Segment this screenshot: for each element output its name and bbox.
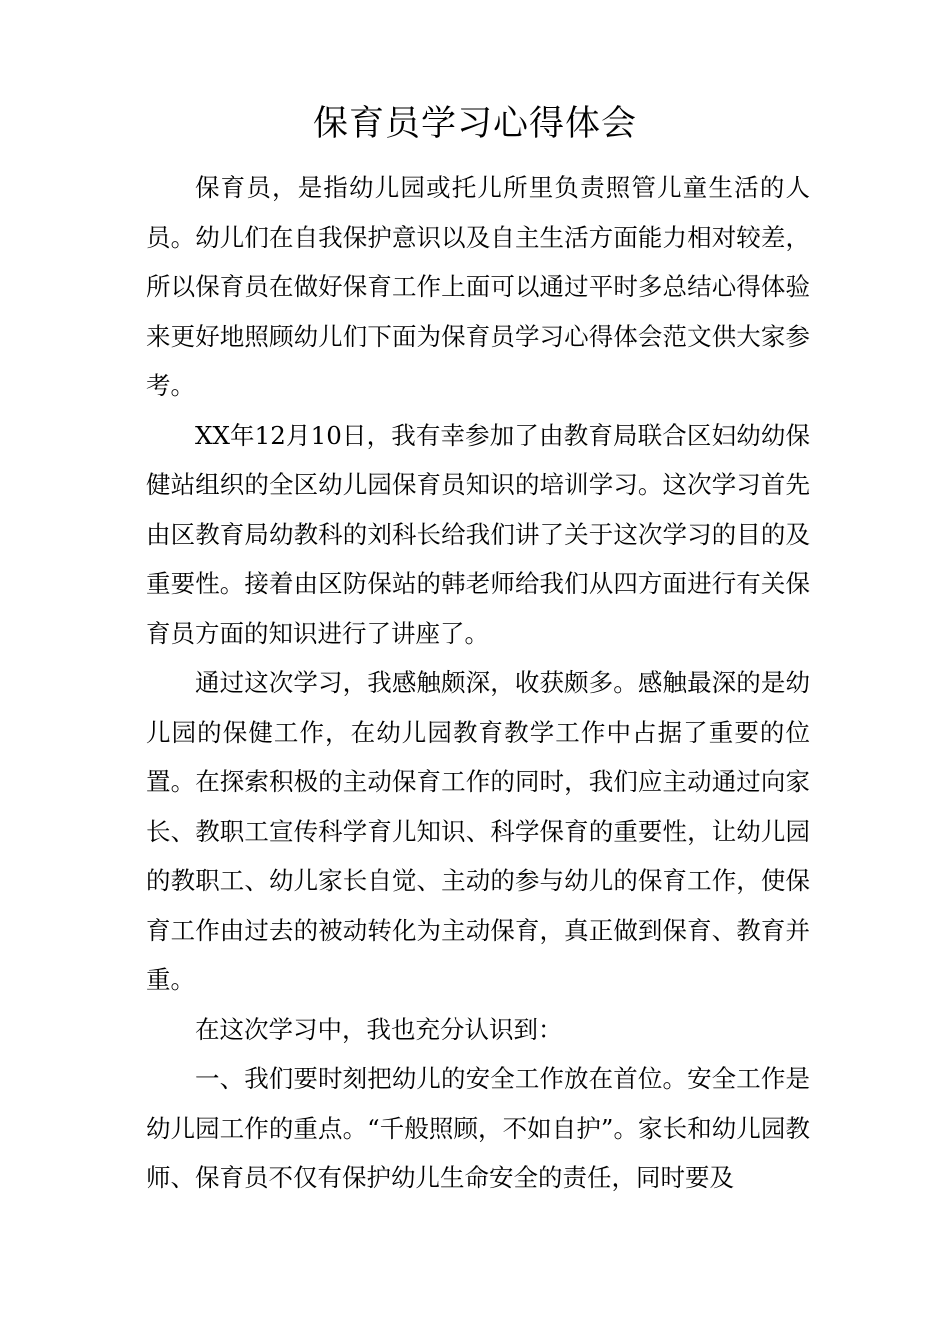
paragraph-intro: 保育员，是指幼儿园或托儿所里负责照管儿童生活的人员。幼儿们在自我保护意识以及自主生活方面能力相对较差，所以保育员在做好保育工作上面可以通过平时多总结心得体验来更好地照顾幼儿们下面为保育员学习心得体会范文供大家参考。 (146, 173, 810, 400)
paragraph-realization: 在这次学习中，我也充分认识到： (195, 1014, 563, 1044)
paragraph-reflection: 通过这次学习，我感触颇深，收获颇多。感触最深的是幼儿园的保健工作，在幼儿园教育教学工作中占据了重要的位置。在探索积极的主动保育工作的同时，我们应主动通过向家长、教职工宣传科学育儿知识、科学保育的重要性，让幼儿园的教职工、幼儿家长自觉、主动的参与幼儿的保育工作，使保育工作由过去的被动转化为主动保育，真正做到保育、教育并重。 (146, 668, 810, 994)
paragraph-point-one: 一、我们要时刻把幼儿的安全工作放在首位。安全工作是幼儿园工作的重点。“千般照顾，不如自护”。家长和幼儿园教师、保育员不仅有保护幼儿生命安全的责任，同时要及 (146, 1064, 810, 1192)
document-body (146, 163, 810, 1203)
document-title: 保育员学习心得体会 (312, 104, 637, 144)
paragraph-training: XX年12月10日，我有幸参加了由教育局联合区妇幼幼保健站组织的全区幼儿园保育员知识的培训学习。这次学习首先由区教育局幼教科的刘科长给我们讲了关于这次学习的目的及重要性。接着由区防保站的韩老师给我们从四方面进行有关保育员方面的知识进行了讲座了。 (146, 420, 810, 648)
